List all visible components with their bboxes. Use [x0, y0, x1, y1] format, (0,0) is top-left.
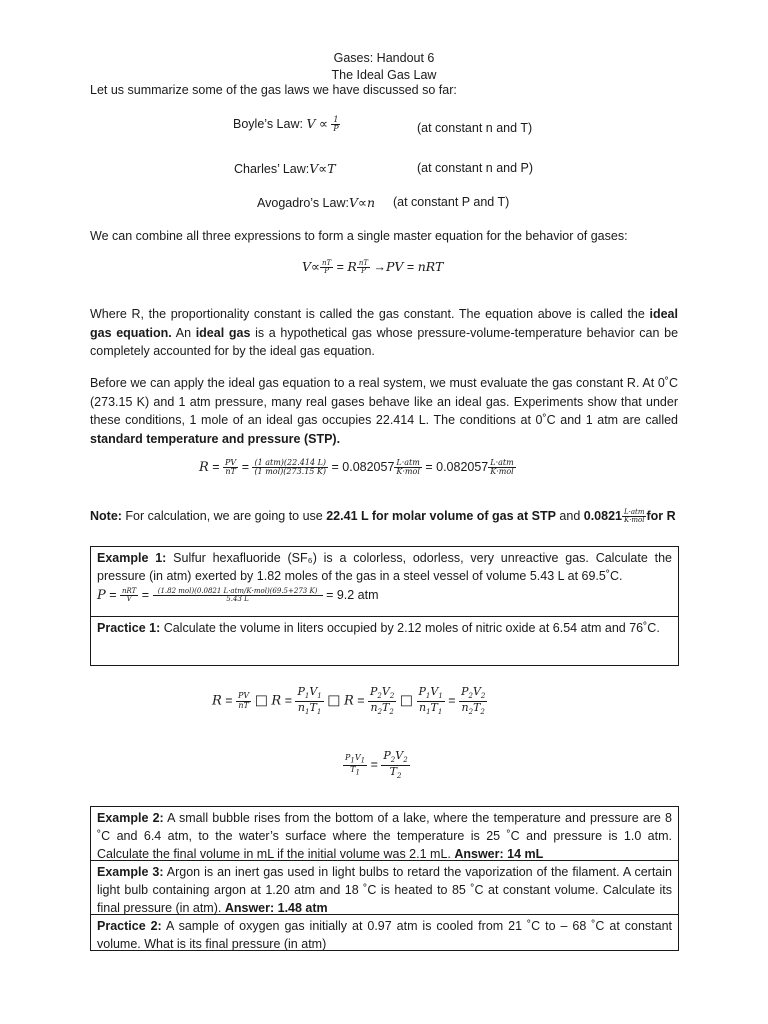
intro-text: Let us summarize some of the gas laws we have discussed so far: — [90, 83, 457, 97]
note-molar-volume: 22.41 L for molar volume of gas at STP — [326, 509, 556, 524]
charles-law-condition: (at constant n and P) — [417, 161, 534, 175]
r-unit-num1: L·atm — [396, 458, 420, 467]
stp-term: standard temperature and pressure (STP). — [90, 431, 341, 446]
ideal-gas-term: ideal gas — [195, 325, 251, 340]
avogadros-law: Avogadro’s Law:V∝n — [257, 195, 375, 210]
practice2-label: Practice 2: — [97, 919, 162, 933]
boyles-law-condition: (at constant n and T) — [417, 121, 533, 135]
combined-gas-law-derivation: R = $\frac{PV}{nT}$ □ R = $\frac{P_1V_1}{n_1T_1}$ □ R = $\frac{P_2V_2}{n_2T_2}$ □ $\frac{P_1V_1}{n_1T_1}$ = $\frac{P_2V_2}{n_2T_2}$ — [212, 685, 486, 716]
r-num2: (1 atm)(22.414 L) — [254, 458, 327, 467]
ideal-gas-equation-term: ideal gas equation. — [90, 307, 678, 340]
page-subtitle: The Ideal Gas Law — [331, 68, 437, 82]
practice2-text: A sample of oxygen gas initially at 0.97 atm is cooled from 21 ˚C to – 68 ˚C at constant volume. What is its final pressure (in atm) — [97, 919, 673, 951]
charles-law: Charles’ Law:V∝T — [234, 161, 336, 176]
practice1-label: Practice 1: — [97, 621, 161, 635]
example3-row — [91, 861, 678, 915]
page-title: Gases: Handout 6 — [333, 51, 435, 65]
example1-row — [91, 547, 678, 617]
example1-box — [90, 546, 679, 666]
note-for-r: for R — [646, 509, 676, 524]
r-den1: nT — [225, 467, 236, 477]
boyles-law: Boyle’s Law: V ∝ $\frac{1}{P}$ — [233, 115, 339, 134]
gas-constant-text-e: is a hypothetical gas whose pressure-volume-temperature behavior can be completely accounted for by the ideal gas equation. — [90, 325, 679, 358]
practice2-row — [91, 915, 678, 950]
examples-box — [90, 806, 679, 951]
note-unit-den: K·mol — [623, 516, 645, 525]
example3-text: Argon is an inert gas used in light bulbs to retard the vaporization of the filament. A certain light bulb containing argon at 1.20 atm and 18 ˚C is heated to 85 ˚C at constant volume. Calculate its final pressure (in atm). — [97, 865, 672, 915]
gas-constant-equation: R = $\frac{PV}{nT}$ = $\frac{\text{(1 atm)(22.414 L)}}{\text{(1 mol)(273.15 K)}}$ = 0.082057 $\frac{\text{L·atm}}{\text{K·mol}}$ = 0.082057 $\frac{\text{L·atm}}{\text{K·mol}}$ — [199, 458, 514, 477]
example1-answer: = 9.2 atm — [326, 588, 379, 602]
note-unit-num: L·atm — [623, 508, 645, 516]
example1-calc-den: 5.43 L — [226, 595, 249, 604]
example2-row — [91, 807, 678, 861]
r-num1: PV — [225, 458, 237, 467]
example3-answer: Answer: 1.48 atm — [224, 901, 328, 915]
r-value1: = 0.082057 — [331, 460, 395, 475]
r-den2: (1 mol)(273.15 K) — [254, 467, 327, 477]
missing-glyph-3: □ — [399, 692, 414, 709]
missing-glyph-2: □ — [327, 692, 341, 709]
stp-paragraph — [90, 374, 678, 448]
boyles-law-label: Boyle’s Law: — [233, 117, 303, 132]
charles-law-label: Charles’ Law: — [234, 162, 310, 176]
example1-calculation: P = $\frac{\text{nRT}}{V}$ = $\frac{\text{(1.82 mol)(0.0821 L·atm/K·mol)(69.5+273 K)}}{5.43 L}$ = 9.2 atm — [97, 586, 379, 604]
note-text-a: For calculation, we are going to use — [121, 509, 327, 524]
gas-constant-text-a: Where R, the proportionality constant is called the gas constant. The equation above is called the — [90, 307, 650, 321]
combined-gas-law: $\frac{P_1V_1}{T_1}$ = $\frac{P_2V_2}{T_2}$ — [345, 749, 408, 780]
practice1-row — [91, 617, 678, 665]
example1-label: Example 1: — [97, 551, 167, 565]
ideal-gas-equation: V∝ $\frac{nT}{P}$ = R $\frac{nT}{P}$ →PV = nRT — [302, 258, 444, 276]
note-label: Note: — [90, 509, 122, 524]
r-unit-den2: K·mol — [490, 467, 514, 477]
example2-label: Example 2: — [97, 811, 164, 825]
note-text-c: and — [555, 509, 584, 524]
combine-text: We can combine all three expressions to form a single master equation for the behavior of gases: — [90, 229, 628, 243]
gas-constant-paragraph — [90, 305, 678, 361]
avogadros-law-label: Avogadro’s Law: — [257, 196, 349, 210]
example1-text: Sulfur hexafluoride (SF₆) is a colorless, odorless, very unreactive gas. Calculate the pressure (in atm) exerted by 1.82 moles of the gas in a steel vessel of volume 5.43 L at 69.5˚C. — [97, 551, 672, 583]
stp-text: Before we can apply the ideal gas equation to a real system, we must evaluate the gas constant R. At 0˚C (273.15 K) and 1 atm pressure, many real gases behave like an ideal gas. Experiments show that under these conditions, 1 mole of an ideal gas occupies 22.414 L. The conditions at 0˚C and 1 atm are called — [90, 376, 678, 427]
example2-text: A small bubble rises from the bottom of a lake, where the temperature and pressure are 8 ˚C and 6.4 atm, to the water’s surface where the temperature is 25 ˚C and pressure is 1.0 atm. Calculate the final volume in mL if the initial volume was 2.1 mL. — [97, 811, 672, 861]
avogadros-law-condition: (at constant P and T) — [393, 195, 510, 209]
r-unit-den1: K·mol — [396, 467, 420, 477]
r-unit-num2: L·atm — [490, 458, 514, 467]
missing-glyph-1: □ — [254, 692, 268, 709]
practice1-text: Calculate the volume in liters occupied by 2.12 moles of nitric oxide at 6.54 atm and 76˚C. — [160, 621, 660, 635]
example1-calc-num: (1.82 mol)(0.0821 L·atm/K·mol)(69.5+273 K) — [153, 588, 323, 596]
gas-constant-text-c: An — [171, 325, 196, 340]
r-value2: = 0.082057 — [425, 460, 489, 475]
note-r-value: 0.0821 — [583, 509, 622, 524]
example2-answer: Answer: 14 mL — [454, 847, 544, 861]
example3-label: Example 3: — [97, 865, 164, 879]
note-line — [90, 509, 676, 525]
